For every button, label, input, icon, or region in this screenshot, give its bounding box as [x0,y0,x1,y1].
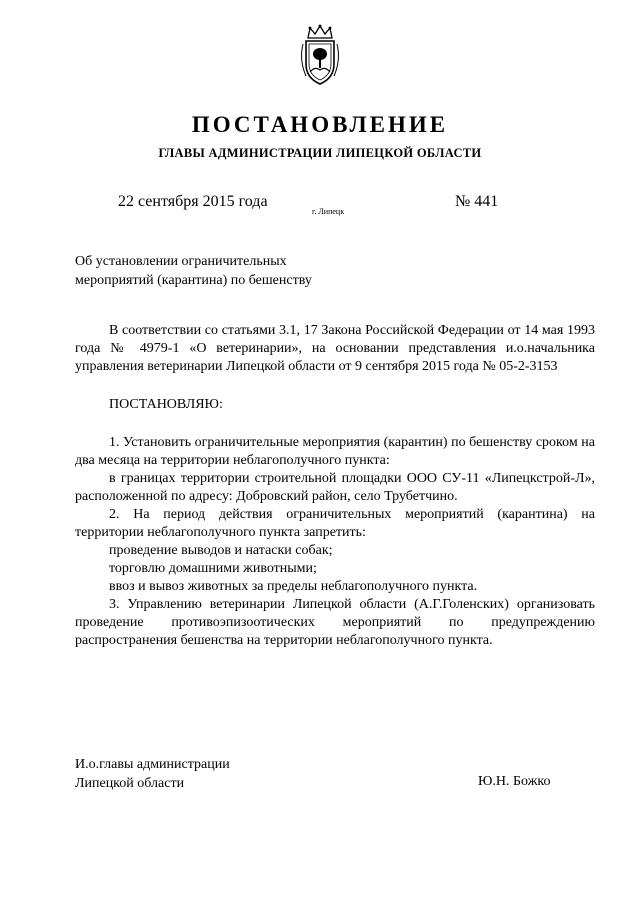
item-3-paragraph: 3. Управлению ветеринарии Липецкой области (А.Г.Голенских) организовать проведение противоэпизоотических мероприятий по предупреждению распространения бешенства на территории неблагополучного пункта. [75,597,595,648]
signatory-name: Ю.Н. Божко [478,774,551,789]
item-1-sub-paragraph: в границах территории строительной площадки ООО СУ-11 «Липецкстрой-Л», расположенной по адресу: Добровский район, село Трубетчино. [75,471,595,504]
decree-heading: ПОСТАНОВЛЯЮ: [109,397,223,412]
item-2-b-paragraph: торговлю домашними животными; [109,561,317,576]
document-city: г. Липецк [312,207,345,216]
document-title: ПОСТАНОВЛЕНИЕ [191,112,449,137]
document-body [75,322,595,650]
signatory-title [75,755,230,793]
coat-of-arms-icon [296,24,344,88]
signatory-title-line-1: И.о.главы администрации [75,757,230,772]
document-subtitle: ГЛАВЫ АДМИНИСТРАЦИИ ЛИПЕЦКОЙ ОБЛАСТИ [158,146,482,160]
document-subject [75,252,312,290]
preamble-paragraph: В соответствии со статьями 3.1, 17 Закона Российской Федерации от 14 мая 1993 года № 4979-1 «О ветеринарии», на основании представления и.о.начальника управления ветеринарии Липецкой области от 9 сентября 2015 года № 05-2-3153 [75,323,595,374]
subject-line-1: Об установлении ограничительных [75,254,287,269]
item-2-paragraph: 2. На период действия ограничительных мероприятий (карантина) на территории неблагополучного пункта запретить: [75,507,595,540]
item-2-a-paragraph: проведение выводов и натаски собак; [109,543,333,558]
item-2-c-paragraph: ввоз и вывоз животных за пределы неблагополучного пункта. [109,579,478,594]
signatory-title-line-2: Липецкой области [75,776,185,791]
document-number: № 441 [455,193,499,210]
subject-line-2: мероприятий (карантина) по бешенству [75,273,312,288]
item-1-paragraph: 1. Установить ограничительные мероприятия (карантин) по бешенству сроком на два месяца на территории неблагополучного пункта: [75,435,595,468]
document-date: 22 сентября 2015 года [118,193,268,210]
